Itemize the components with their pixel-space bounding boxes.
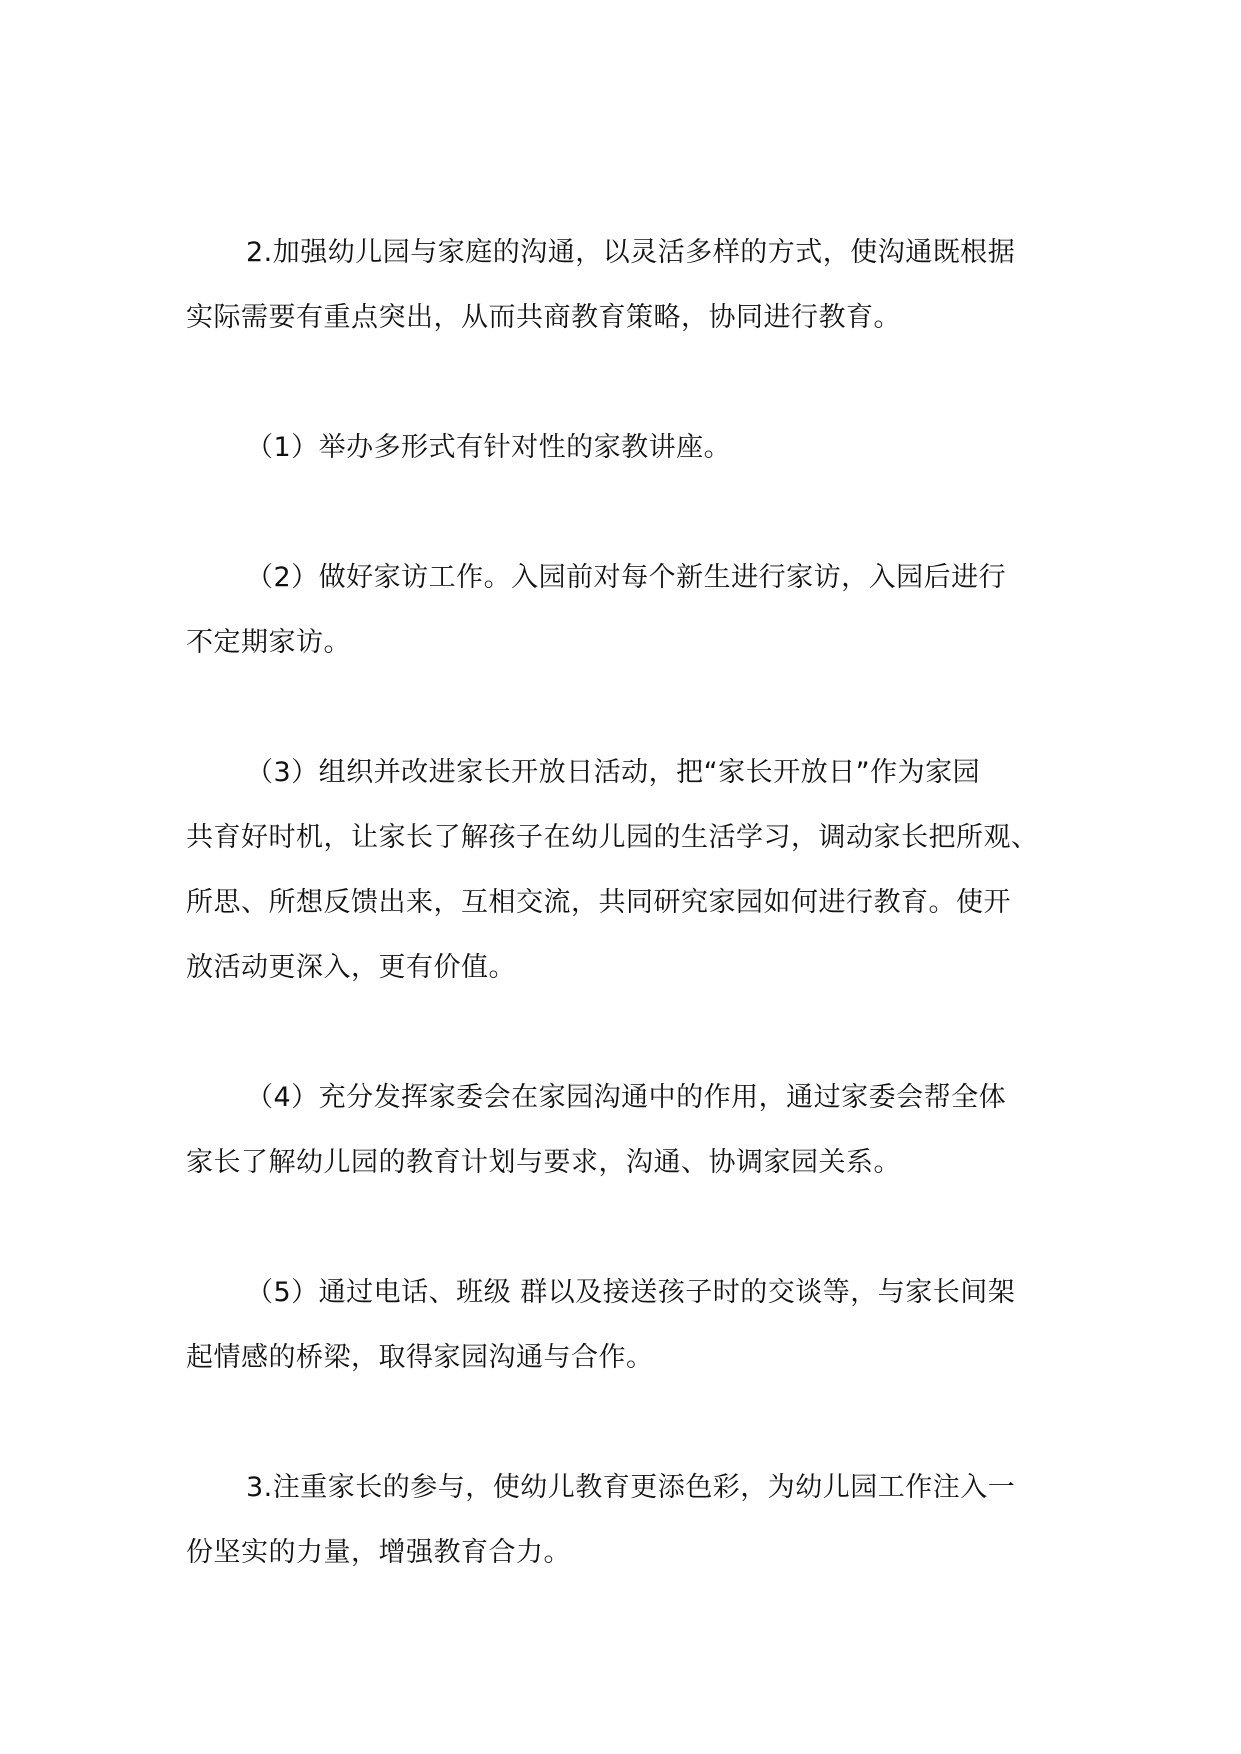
paragraph: [186, 740, 1056, 1000]
paragraph-line: （4）充分发挥家委会在家园沟通中的作用，通过家委会帮全体: [246, 1082, 1007, 1113]
paragraph-line: 份坚实的力量，增强教育合力。: [186, 1537, 571, 1568]
paragraph-line: 家长了解幼儿园的教育计划与要求，沟通、协调家园关系。: [186, 1147, 901, 1178]
paragraph-line: 3.注重家长的参与，使幼儿教育更添色彩，为幼儿园工作注入一: [246, 1472, 1016, 1503]
paragraph-line: （1）举办多形式有针对性的家教讲座。: [246, 432, 732, 463]
paragraph-line: 所思、所想反馈出来，互相交流，共同研究家园如何进行教育。使开: [186, 887, 1011, 918]
paragraph: [186, 415, 1056, 480]
paragraph: [186, 545, 1056, 675]
paragraph-line: （2）做好家访工作。入园前对每个新生进行家访，入园后进行: [246, 562, 1007, 593]
paragraph-gap: [186, 675, 1056, 740]
paragraph-gap: [186, 1195, 1056, 1260]
paragraph: [186, 220, 1056, 350]
paragraph-line: 放活动更深入，更有价值。: [186, 952, 516, 983]
paragraph-line: （3）组织并改进家长开放日活动，把“家长开放日”作为家园: [246, 757, 981, 788]
paragraph-line: 实际需要有重点突出，从而共商教育策略，协同进行教育。: [186, 302, 901, 333]
paragraph: [186, 1260, 1056, 1390]
paragraph-line: 2.加强幼儿园与家庭的沟通，以灵活多样的方式，使沟通既根据: [246, 237, 1016, 268]
paragraph-gap: [186, 1390, 1056, 1455]
paragraph-line: （5）通过电话、班级 群以及接送孩子时的交谈等，与家长间架: [246, 1277, 1016, 1308]
paragraph-line: 起情感的桥梁，取得家园沟通与合作。: [186, 1342, 654, 1373]
paragraph: [186, 1455, 1056, 1585]
paragraph-gap: [186, 1000, 1056, 1065]
paragraph-gap: [186, 350, 1056, 415]
paragraph-line: 共育好时机，让家长了解孩子在幼儿园的生活学习，调动家长把所观、: [186, 822, 1039, 853]
paragraph-gap: [186, 480, 1056, 545]
document-body: [186, 220, 1056, 1585]
paragraph-line: 不定期家访。: [186, 627, 351, 658]
paragraph: [186, 1065, 1056, 1195]
